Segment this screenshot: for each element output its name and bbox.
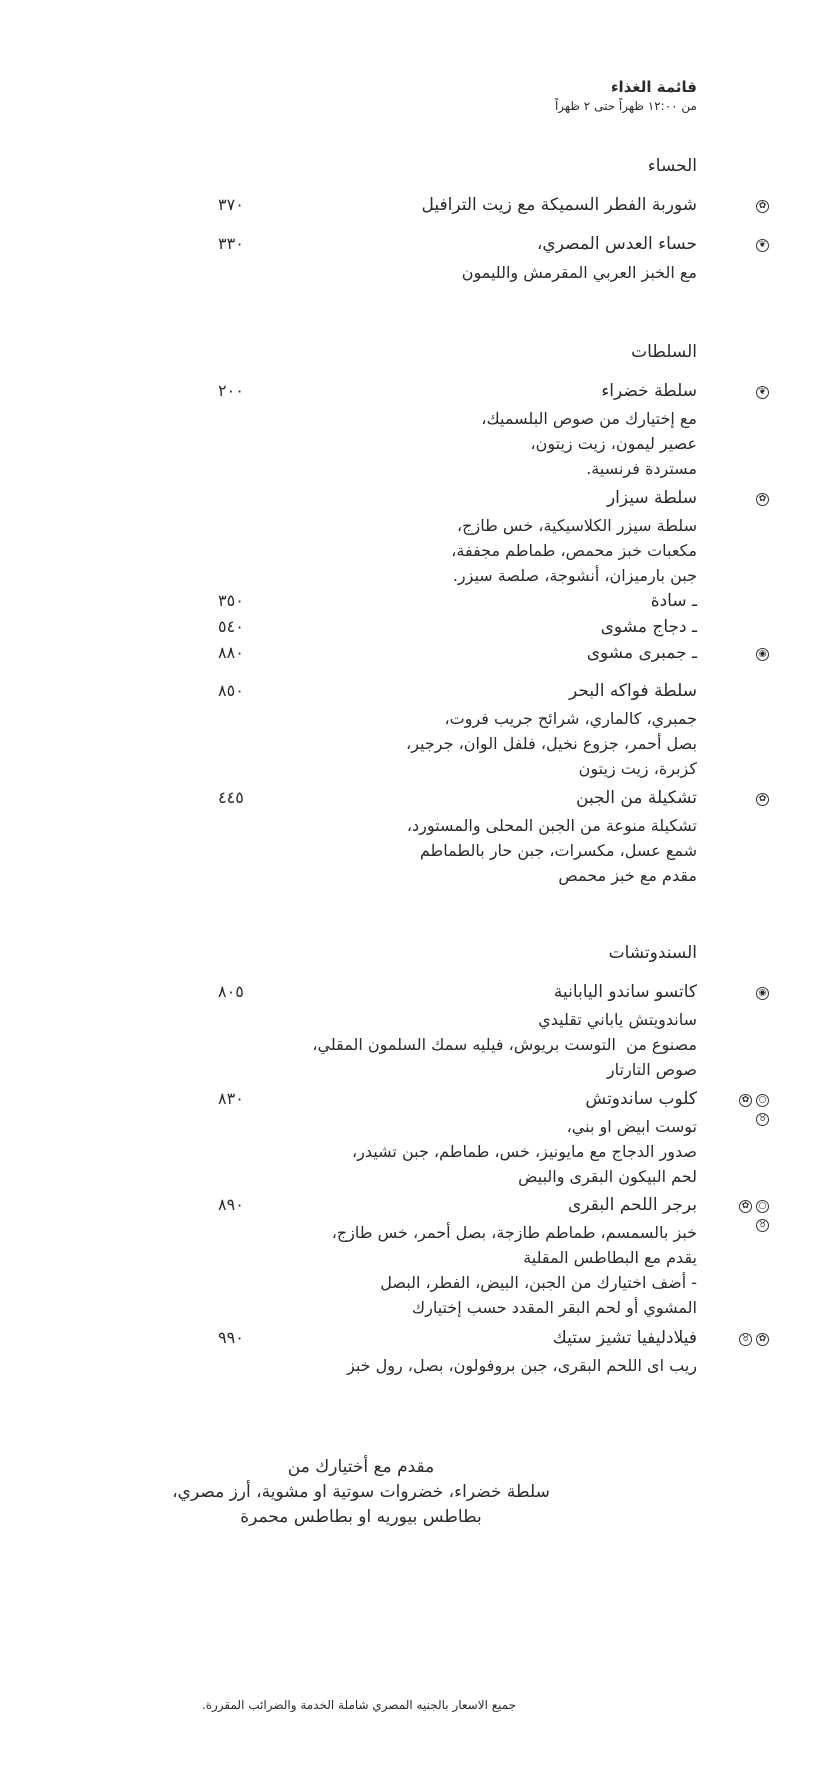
section-title-soups: الحساء: [647, 156, 697, 176]
dairy-icon: ♉: [739, 1333, 752, 1346]
item-description: مع إختيارك من صوص البلسميك، عصير ليمون، زيت زيتون، مستردة فرنسية.: [481, 409, 697, 478]
item-description: مع الخبز العربي المقرمش والليمون: [461, 263, 697, 282]
item-name: كاتسو ساندو اليابانية: [553, 982, 697, 1002]
item-name: حساء العدس المصري،: [536, 234, 697, 254]
section-title-salads: السلطات: [631, 342, 697, 362]
item-price: ٣٧٠: [218, 195, 244, 214]
shellfish-icon: ◉: [756, 987, 769, 1000]
item-price: ٣٥٠: [218, 591, 244, 610]
item-name: برجر اللحم البقرى: [568, 1195, 697, 1215]
item-name: سلطة فواكه البحر: [569, 681, 697, 701]
item-option: ـ سادة: [650, 591, 697, 611]
sides-note: مقدم مع أختيارك من سلطة خضراء، خضروات سوتية او مشوية، أرز مصري، بطاطس بيوريه او بطاطس محمرة: [172, 1457, 550, 1527]
item-price: ٢٠٠: [218, 381, 244, 400]
vegetarian-icon: ❦: [756, 239, 769, 252]
item-price: ٤٤٥: [218, 788, 244, 807]
gluten-icon: ✿: [739, 1094, 752, 1107]
price-footnote: جميع الاسعار بالجنيه المصري شاملة الخدمة والضرائب المقررة.: [201, 1698, 517, 1712]
gluten-icon: ✿: [756, 1333, 769, 1346]
item-description: توست ابيض او بني، صدور الدجاج مع مايونيز، خس، طماطم، جبن تشيدر، لحم البيكون البقرى والبيض: [352, 1117, 697, 1186]
item-name: سلطة سيزار: [606, 488, 697, 508]
item-price: ٨٥٠: [218, 681, 244, 700]
gluten-icon: ✿: [756, 793, 769, 806]
nuts-icon: ○: [756, 1200, 769, 1213]
item-price: ٨٠٥: [218, 982, 244, 1001]
nuts-icon: ○: [756, 1094, 769, 1107]
gluten-icon: ✿: [756, 493, 769, 506]
item-price: ٨٨٠: [218, 643, 244, 662]
item-price: ٨٩٠: [218, 1195, 244, 1214]
item-description: تشكيلة منوعة من الجبن المحلى والمستورد، شمع عسل، مكسرات، جبن حار بالطماطم مقدم مع خبز محمص: [406, 816, 697, 885]
section-title-sandwiches: السندوتشات: [608, 943, 697, 963]
item-option: ـ دجاج مشوى: [600, 617, 697, 637]
dairy-icon: ♉: [756, 1219, 769, 1232]
item-price: ٨٣٠: [218, 1089, 244, 1108]
item-name: تشكيلة من الجبن: [576, 788, 697, 808]
vegetarian-icon: ❦: [756, 386, 769, 399]
shellfish-icon: ◉: [756, 648, 769, 661]
item-name: كلوب ساندوتش: [585, 1089, 697, 1109]
item-price: ٣٣٠: [218, 234, 244, 253]
item-description: خبز بالسمسم، طماطم طازجة، بصل أحمر، خس طازج، يقدم مع البطاطس المقلية - أضف اختيارك من الجبن، البيض، الفطر، البصل المشوي أو لحم البقر المقدد حسب إختيارك: [331, 1223, 697, 1317]
item-price: ٩٩٠: [218, 1328, 244, 1347]
menu-hours: من ١٢:٠٠ ظهراً حتى ٢ ظهراً: [554, 99, 697, 113]
item-name: سلطة خضراء: [601, 381, 697, 401]
item-description: سلطة سيزر الكلاسيكية، خس طازج، مكعبات خبز محمص، طماطم مجففة، جبن بارميزان، أنشوجة، صلصة سيزر.: [451, 516, 697, 585]
gluten-icon: ✿: [739, 1200, 752, 1213]
item-description: ريب اى اللحم البقرى، جبن بروفولون، بصل، رول خبز: [346, 1356, 697, 1375]
menu-title: قائمة الغذاء: [610, 78, 697, 96]
item-description: جمبري، كالماري، شرائح جريب فروت، بصل أحمر، جزوع نخيل، فلفل الوان، جرجير، كزبرة، زيت زيتون: [406, 709, 697, 778]
item-price: ٥٤٠: [218, 617, 244, 636]
dairy-icon: ♉: [756, 1113, 769, 1126]
item-description: ساندويتش ياباني تقليدي مصنوع من التوست بريوش، فيليه سمك السلمون المقلي، صوص التارتار: [312, 1010, 697, 1079]
gluten-icon: ✿: [756, 200, 769, 213]
item-option: ـ جمبرى مشوى: [586, 643, 697, 663]
item-name: شوربة الفطر السميكة مع زيت الترافيل: [421, 195, 697, 215]
item-name: فيلادليفيا تشيز ستيك: [552, 1328, 697, 1348]
